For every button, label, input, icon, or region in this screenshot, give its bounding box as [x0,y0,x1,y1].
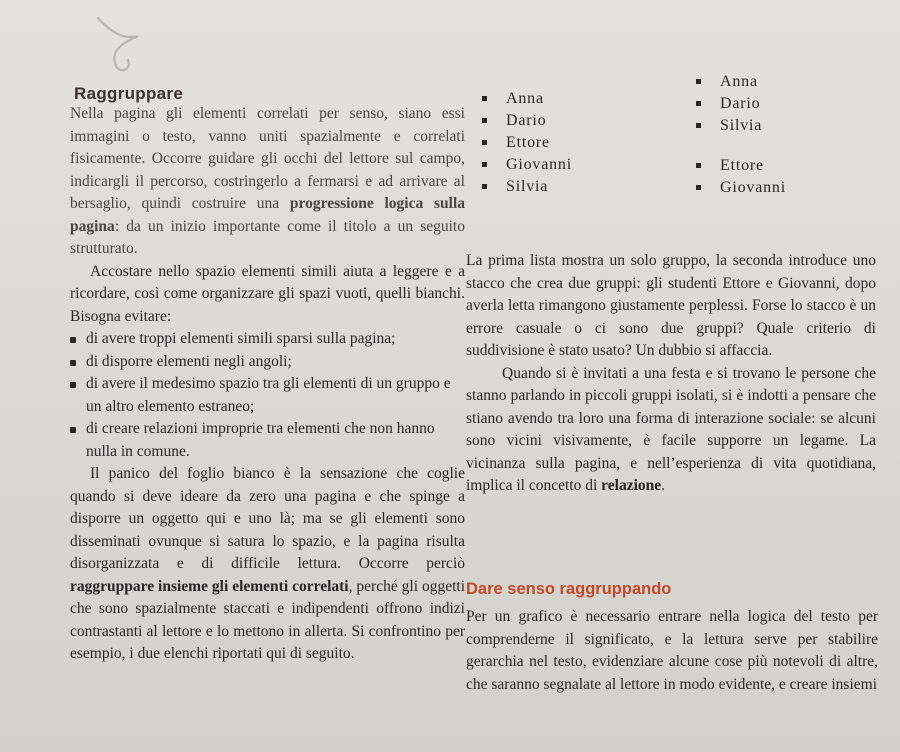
right-para-2-text-a: Quando si è invitati a una festa e si trovano le persone che stanno parlando in piccoli gruppi isolati, si è indotti a pensare che stiano avendo tra loro una forma di interazione sociale: se alcuni sono vicini visivamente, è facile supporre un legame. La vicinanza sulla pagina, e nell’esperienza di vita quotidiana, implica il concetto di [466,364,876,494]
group-gap [696,137,786,155]
avoid-list [70,328,465,463]
list-item: Ettore [696,155,786,177]
pencil-scribble [80,10,160,80]
bullet-icon [482,184,487,189]
bullet-icon [70,360,76,366]
subheading: Dare senso raggruppando [466,580,672,598]
intro-text-2: : da un inizio importante come il titolo a un seguito strutturato. [70,217,465,257]
example-list-one [482,88,572,198]
intro-text-1: Nella pagina gli elementi correlati per senso, siano essi immagini o testo, vanno uniti spazialmente e correlati fisicamente. Occorre guidare gli occhi del lettore sul campo, indicargli il percorso, costringerlo a fermarsi e ad arrivare al bersaglio, quindi costruire una [70,105,465,212]
bullet-icon [70,427,76,433]
paragraph-2: Accostare nello spazio elementi simili aiuta a leggere e a ricordare, così come organizzare gli spazi vuoti, quelli bianchi. Bisogna evitare: [70,262,465,325]
intro-bold-text: progressione logica sulla pagina [70,195,465,235]
bullet-icon [70,337,76,343]
bullet-icon [696,123,701,128]
list-item: di avere troppi elementi simili sparsi sulla pagina; [70,328,465,351]
right-para-2-bold: relazione [601,477,662,494]
list-item: Silvia [696,115,786,137]
para-3-text-a: Il panico del foglio bianco è la sensazione che coglie quando si deve ideare da zero una pagina e che spinge a disporre un oggetto qui e uno là; ma se gli elementi sono disseminati ovunque si satura lo spazio, e la pagina risulta disorganizzata e di difficile lettura. Occorre perciò [70,465,465,572]
list-item: Anna [482,88,572,110]
example-list-two [696,71,786,199]
list-item: Giovanni [696,177,786,199]
left-column [70,103,465,666]
bullet-icon [482,118,487,123]
list-item: di disporre elementi negli angoli; [70,351,465,374]
section-heading: Raggruppare [74,84,184,103]
list-item: Ettore [482,132,572,154]
intro-paragraph [70,103,465,261]
bullet-icon [70,382,76,388]
list-item: Dario [482,110,572,132]
bullet-icon [482,96,487,101]
bullet-icon [482,140,487,145]
list-item: Silvia [482,176,572,198]
paragraph-3 [70,463,465,666]
list-item: Giovanni [482,154,572,176]
bullet-icon [482,162,487,167]
right-paragraph-1: La prima lista mostra un solo gruppo, la seconda introduce uno stacco che crea due gruppi: gli studenti Ettore e Giovanni, dopo averla letta rimangono giustamente perplessi. Forse lo stacco è un errore casuale o ci sono due gruppi? Quale criterio di suddivisione è stato usato? Un dubbio si affaccia. [466,252,876,359]
list-item: di creare relazioni improprie tra elementi che non hanno nulla in comune. [70,418,465,463]
list-item: Dario [696,93,786,115]
bullet-icon [696,101,701,106]
right-column-lower [466,606,878,696]
right-lower-paragraph: Per un grafico è necessario entrare nella logica del testo per comprenderne il significato, e la lettura serve per stabilire gerarchia nel testo, evidenziare alcune cose più notevoli di altre, che saranno segnalate al lettore in modo evidente, e creare insiemi [466,608,878,693]
bullet-icon [696,79,701,84]
para-3-text-b: , perché gli oggetti che sono spazialmente staccati e indipendenti offrono indizi contrastanti al lettore e lo mettono in allerta. Si confrontino per esempio, i due elenchi riportati qui di seguito. [70,577,466,662]
bullet-icon [696,185,701,190]
right-para-2-text-b: . [661,477,666,494]
right-paragraph-2 [466,363,876,498]
bullet-icon [696,163,701,168]
para-3-bold-text: raggruppare insieme gli elementi correlati [70,577,349,595]
right-column [466,250,876,498]
list-item: di avere il medesimo spazio tra gli elementi di un gruppo e un altro elemento estraneo; [70,373,465,418]
list-item: Anna [696,71,786,93]
